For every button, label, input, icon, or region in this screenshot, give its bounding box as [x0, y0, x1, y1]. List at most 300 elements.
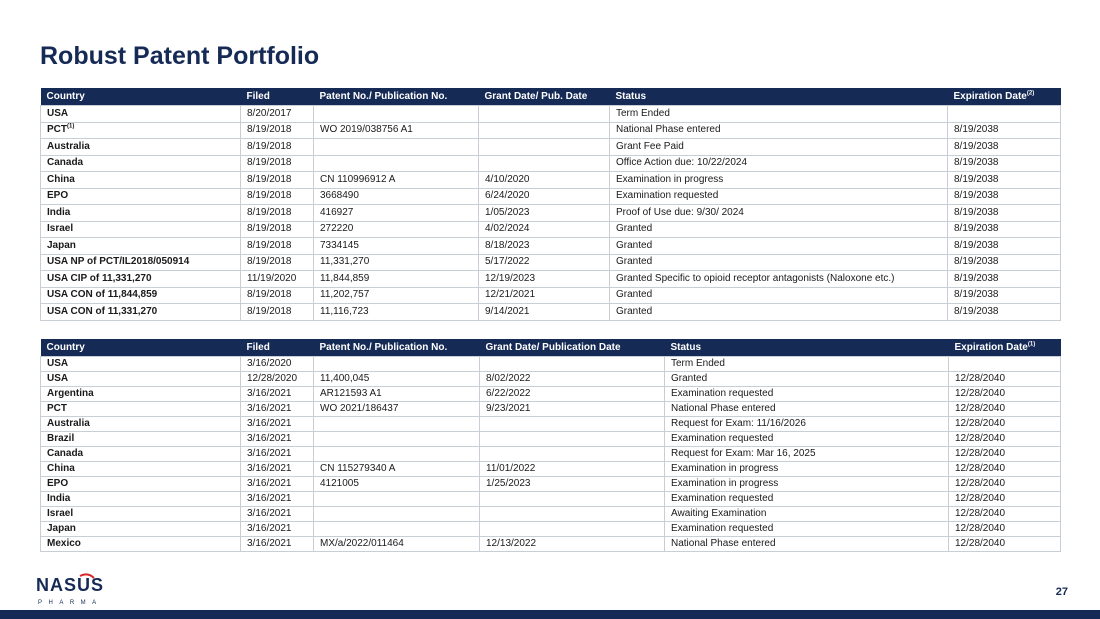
cell-patent-no	[314, 372, 480, 387]
cell-expiration-date	[949, 432, 1061, 447]
cell-country-text: Brazil	[47, 433, 75, 444]
footnote-marker: (2)	[1026, 90, 1035, 97]
cell-patent-no-text: 3668490	[320, 190, 359, 202]
cell-grant-date-text: 8/18/2023	[485, 239, 530, 251]
table-row	[41, 387, 1061, 402]
table-row	[41, 507, 1061, 522]
cell-country-text: Israel	[47, 508, 74, 519]
cell-expiration-date-text: 12/28/2040	[955, 388, 1006, 399]
cell-filed-text: 8/20/2017	[247, 107, 292, 119]
cell-status-text: Request for Exam: Mar 16, 2025	[671, 448, 816, 459]
cell-country	[41, 172, 241, 189]
cell-grant-date	[480, 432, 665, 447]
cell-expiration-date-text: 8/19/2038	[954, 305, 999, 317]
cell-grant-date-text: 6/22/2022	[486, 388, 531, 399]
table-row	[41, 188, 1061, 205]
cell-country-text: USA NP of PCT/IL2018/050914	[47, 256, 190, 268]
cell-grant-date	[480, 537, 665, 552]
cell-country-text: USA	[47, 358, 69, 369]
table-row	[41, 254, 1061, 271]
footnote-marker: (1)	[1027, 341, 1036, 348]
cell-filed	[241, 221, 314, 238]
cell-filed-text: 3/16/2021	[247, 478, 292, 489]
cell-country	[41, 139, 241, 156]
cell-filed	[241, 492, 314, 507]
cell-country	[41, 357, 241, 372]
cell-expiration-date-text: 8/19/2038	[954, 124, 999, 136]
cell-status-text: Examination in progress	[671, 463, 779, 474]
cell-grant-date	[479, 172, 610, 189]
cell-patent-no-text: CN 115279340 A	[320, 463, 396, 474]
cell-filed	[241, 139, 314, 156]
cell-patent-no-text: 11,202,757	[320, 289, 370, 301]
cell-grant-date-text: 5/17/2022	[485, 256, 530, 268]
table-row	[41, 106, 1061, 123]
cell-grant-date	[480, 372, 665, 387]
cell-status	[665, 357, 949, 372]
cell-grant-date-text: 12/13/2022	[486, 538, 537, 549]
cell-filed	[241, 122, 314, 139]
table-row	[41, 155, 1061, 172]
cell-country-text: Israel	[47, 223, 74, 235]
cell-status	[665, 402, 949, 417]
cell-filed	[241, 447, 314, 462]
table-row	[41, 122, 1061, 139]
table-row	[41, 462, 1061, 477]
cell-expiration-date	[948, 205, 1061, 222]
cell-grant-date	[480, 477, 665, 492]
table-row	[41, 417, 1061, 432]
table-row	[41, 372, 1061, 387]
cell-patent-no-text: MX/a/2022/011464	[320, 538, 404, 549]
cell-country	[41, 221, 241, 238]
cell-filed-text: 3/16/2021	[247, 523, 292, 534]
cell-status-text: Granted	[616, 305, 653, 317]
nasus-pharma-logo	[36, 572, 111, 606]
cell-status-text: National Phase entered	[671, 538, 776, 549]
footnote-marker: (1)	[67, 123, 75, 130]
cell-filed-text: 8/19/2018	[247, 140, 292, 152]
cell-status-text: Granted	[616, 289, 653, 301]
cell-status	[665, 477, 949, 492]
cell-expiration-date-text: 12/28/2040	[955, 448, 1006, 459]
cell-filed-text: 3/16/2021	[247, 538, 292, 549]
cell-patent-no	[314, 122, 479, 139]
cell-status	[610, 205, 948, 222]
cell-grant-date-text: 12/21/2021	[485, 289, 536, 301]
cell-grant-date	[480, 357, 665, 372]
cell-grant-date-text: 8/02/2022	[486, 373, 531, 384]
header-country: Country	[41, 88, 241, 106]
cell-country-text: Canada	[47, 157, 84, 169]
cell-expiration-date-text: 8/19/2038	[954, 206, 999, 218]
cell-expiration-date-text: 12/28/2040	[955, 463, 1006, 474]
cell-expiration-date	[948, 155, 1061, 172]
cell-grant-date	[479, 287, 610, 304]
cell-expiration-date-text: 12/28/2040	[955, 508, 1006, 519]
cell-filed	[241, 357, 314, 372]
cell-patent-no	[314, 357, 480, 372]
cell-expiration-date	[949, 447, 1061, 462]
cell-country-text: USA CON of 11,844,859	[47, 289, 158, 301]
cell-country	[41, 372, 241, 387]
cell-grant-date	[479, 188, 610, 205]
cell-status	[610, 139, 948, 156]
cell-filed-text: 12/28/2020	[247, 373, 298, 384]
cell-patent-no-text: 7334145	[320, 239, 359, 251]
cell-country	[41, 537, 241, 552]
cell-status-text: National Phase entered	[616, 124, 721, 136]
cell-status	[665, 417, 949, 432]
cell-grant-date	[479, 238, 610, 255]
cell-country	[41, 402, 241, 417]
cell-filed	[241, 417, 314, 432]
cell-expiration-date	[949, 417, 1061, 432]
logo-mark-text: NASUS	[36, 575, 105, 595]
cell-patent-no	[314, 271, 479, 288]
cell-country	[41, 188, 241, 205]
cell-expiration-date-text: 8/19/2038	[954, 140, 999, 152]
cell-status	[665, 462, 949, 477]
cell-status	[665, 537, 949, 552]
cell-expiration-date	[949, 462, 1061, 477]
table-row	[41, 477, 1061, 492]
cell-patent-no	[314, 522, 480, 537]
table-row	[41, 432, 1061, 447]
cell-filed	[241, 507, 314, 522]
cell-patent-no	[314, 432, 480, 447]
cell-country-text: India	[47, 206, 71, 218]
table-row	[41, 447, 1061, 462]
cell-filed	[241, 372, 314, 387]
cell-filed-text: 3/16/2021	[247, 403, 292, 414]
table-row	[41, 139, 1061, 156]
header-expiration-label: Expiration Date	[954, 342, 1028, 353]
cell-filed	[241, 537, 314, 552]
cell-patent-no	[314, 172, 479, 189]
table-row	[41, 172, 1061, 189]
cell-expiration-date-text: 12/28/2040	[955, 403, 1006, 414]
table-row	[41, 287, 1061, 304]
cell-patent-no	[314, 221, 479, 238]
cell-expiration-date-text: 12/28/2040	[955, 373, 1006, 384]
cell-status	[665, 492, 949, 507]
cell-grant-date	[479, 155, 610, 172]
cell-patent-no-text: WO 2021/186437	[320, 403, 399, 414]
cell-status	[665, 432, 949, 447]
cell-grant-date-text: 1/05/2023	[485, 206, 530, 218]
cell-patent-no	[314, 287, 479, 304]
cell-expiration-date-text: 12/28/2040	[955, 478, 1006, 489]
table-row	[41, 271, 1061, 288]
table-row	[41, 238, 1061, 255]
cell-grant-date	[479, 221, 610, 238]
cell-filed-text: 3/16/2021	[247, 508, 292, 519]
cell-expiration-date	[948, 188, 1061, 205]
cell-patent-no	[314, 387, 480, 402]
cell-expiration-date	[948, 139, 1061, 156]
cell-filed-text: 8/19/2018	[247, 206, 292, 218]
cell-grant-date-text: 4/10/2020	[485, 173, 530, 185]
cell-filed-text: 3/16/2021	[247, 463, 292, 474]
cell-expiration-date-text: 8/19/2038	[954, 190, 999, 202]
cell-status	[610, 254, 948, 271]
cell-expiration-date	[948, 122, 1061, 139]
patent-table-1	[40, 88, 1061, 321]
cell-expiration-date	[949, 522, 1061, 537]
cell-expiration-date	[949, 537, 1061, 552]
cell-patent-no	[314, 537, 480, 552]
header-patent-no: Patent No./ Publication No.	[314, 339, 480, 357]
cell-status-text: Proof of Use due: 9/30/ 2024	[616, 206, 744, 218]
table-row	[41, 402, 1061, 417]
cell-country	[41, 492, 241, 507]
cell-expiration-date	[948, 254, 1061, 271]
cell-country-text: China	[47, 463, 75, 474]
header-expiration-date	[949, 339, 1061, 357]
cell-country	[41, 122, 241, 139]
cell-status	[610, 122, 948, 139]
cell-country-text: PCT	[47, 403, 67, 414]
cell-grant-date	[480, 387, 665, 402]
cell-grant-date-text: 11/01/2022	[486, 463, 536, 474]
cell-expiration-date	[948, 271, 1061, 288]
cell-grant-date	[480, 507, 665, 522]
cell-status	[610, 172, 948, 189]
cell-patent-no	[314, 507, 480, 522]
cell-expiration-date-text: 12/28/2040	[955, 523, 1006, 534]
table-row	[41, 522, 1061, 537]
cell-status-text: Granted	[616, 239, 653, 251]
header-status: Status	[665, 339, 949, 357]
cell-country-text: PCT	[47, 124, 67, 136]
cell-status-text: Granted	[671, 373, 708, 384]
cell-patent-no-text: 11,400,045	[320, 373, 370, 384]
cell-filed-text: 8/19/2018	[247, 124, 292, 136]
cell-grant-date	[480, 402, 665, 417]
cell-status-text: Examination requested	[671, 388, 774, 399]
cell-country	[41, 155, 241, 172]
cell-patent-no-text: 416927	[320, 206, 354, 218]
cell-patent-no	[314, 462, 480, 477]
cell-expiration-date	[949, 372, 1061, 387]
cell-patent-no-text: CN 110996912 A	[320, 173, 396, 185]
cell-expiration-date-text: 12/28/2040	[955, 433, 1006, 444]
cell-country	[41, 522, 241, 537]
cell-patent-no	[314, 254, 479, 271]
cell-grant-date	[479, 304, 610, 321]
cell-expiration-date-text: 8/19/2038	[954, 173, 999, 185]
cell-expiration-date	[948, 221, 1061, 238]
cell-country-text: Mexico	[47, 538, 81, 549]
cell-filed-text: 3/16/2021	[247, 388, 292, 399]
cell-patent-no-text: 272220	[320, 223, 354, 235]
cell-status	[665, 372, 949, 387]
cell-grant-date	[480, 522, 665, 537]
cell-filed	[241, 387, 314, 402]
cell-status-text: Office Action due: 10/22/2024	[616, 157, 748, 169]
cell-filed-text: 3/16/2021	[247, 418, 292, 429]
cell-expiration-date	[948, 238, 1061, 255]
cell-grant-date	[479, 205, 610, 222]
cell-grant-date	[479, 139, 610, 156]
table-row	[41, 537, 1061, 552]
cell-country-text: USA CON of 11,331,270	[47, 305, 158, 317]
cell-country	[41, 507, 241, 522]
cell-country	[41, 304, 241, 321]
cell-expiration-date-text: 12/28/2040	[955, 418, 1006, 429]
cell-status	[665, 447, 949, 462]
cell-expiration-date	[948, 304, 1061, 321]
header-status: Status	[610, 88, 948, 106]
cell-status-text: Granted Specific to opioid receptor antagonists (Naloxone etc.)	[616, 272, 895, 284]
cell-filed-text: 8/19/2018	[247, 190, 292, 202]
cell-patent-no	[314, 139, 479, 156]
cell-patent-no	[314, 304, 479, 321]
patent-table-2	[40, 339, 1061, 552]
cell-status-text: Term Ended	[671, 358, 725, 369]
cell-grant-date	[480, 417, 665, 432]
cell-expiration-date-text: 8/19/2038	[954, 289, 999, 301]
cell-country	[41, 387, 241, 402]
cell-grant-date	[480, 462, 665, 477]
cell-status-text: Examination requested	[671, 523, 774, 534]
cell-country	[41, 432, 241, 447]
cell-country	[41, 271, 241, 288]
cell-patent-no-text: 11,844,859	[320, 272, 370, 284]
cell-filed-text: 11/19/2020	[247, 272, 297, 284]
cell-country-text: Japan	[47, 523, 76, 534]
cell-filed	[241, 522, 314, 537]
header-filed: Filed	[241, 88, 314, 106]
table-row	[41, 304, 1061, 321]
page-title: Robust Patent Portfolio	[40, 42, 320, 70]
cell-grant-date	[480, 492, 665, 507]
cell-status-text: Term Ended	[616, 107, 670, 119]
cell-expiration-date	[948, 172, 1061, 189]
cell-filed-text: 3/16/2021	[247, 433, 292, 444]
cell-patent-no	[314, 155, 479, 172]
cell-country-text: Japan	[47, 239, 76, 251]
cell-filed	[241, 271, 314, 288]
cell-country-text: EPO	[47, 478, 69, 489]
cell-status-text: Request for Exam: 11/16/2026	[671, 418, 806, 429]
header-expiration-label: Expiration Date	[953, 91, 1027, 102]
cell-filed-text: 8/19/2018	[247, 239, 292, 251]
cell-filed	[241, 155, 314, 172]
cell-filed-text: 3/16/2021	[247, 493, 292, 504]
cell-expiration-date	[949, 357, 1061, 372]
cell-patent-no	[314, 477, 480, 492]
cell-country	[41, 238, 241, 255]
cell-status-text: Granted	[616, 256, 653, 268]
cell-expiration-date	[949, 387, 1061, 402]
table-header-row	[41, 339, 1061, 357]
cell-filed-text: 8/19/2018	[247, 173, 292, 185]
cell-expiration-date-text: 8/19/2038	[954, 256, 999, 268]
cell-expiration-date-text: 8/19/2038	[954, 272, 999, 284]
cell-patent-no	[314, 447, 480, 462]
cell-filed-text: 8/19/2018	[247, 289, 292, 301]
cell-filed-text: 8/19/2018	[247, 256, 292, 268]
cell-grant-date-text: 4/02/2024	[485, 223, 530, 235]
cell-filed	[241, 254, 314, 271]
cell-expiration-date	[948, 287, 1061, 304]
cell-country	[41, 254, 241, 271]
cell-patent-no-text: 11,116,723	[320, 305, 369, 317]
cell-status	[665, 387, 949, 402]
cell-country-text: USA	[47, 107, 69, 119]
table-header-row	[41, 88, 1061, 106]
cell-patent-no	[314, 188, 479, 205]
cell-status-text: National Phase entered	[671, 403, 776, 414]
cell-filed	[241, 205, 314, 222]
cell-grant-date	[479, 254, 610, 271]
header-patent-no: Patent No./ Publication No.	[314, 88, 479, 106]
cell-grant-date-text: 9/14/2021	[485, 305, 530, 317]
header-filed: Filed	[241, 339, 314, 357]
cell-country	[41, 106, 241, 123]
cell-grant-date	[479, 122, 610, 139]
cell-status	[610, 106, 948, 123]
table-row	[41, 205, 1061, 222]
cell-expiration-date-text: 8/19/2038	[954, 239, 999, 251]
cell-country	[41, 447, 241, 462]
cell-status	[610, 155, 948, 172]
cell-status	[610, 271, 948, 288]
cell-grant-date	[479, 106, 610, 123]
cell-expiration-date-text: 12/28/2040	[955, 538, 1006, 549]
cell-filed	[241, 106, 314, 123]
cell-country	[41, 287, 241, 304]
cell-expiration-date	[949, 507, 1061, 522]
cell-country-text: USA CIP of 11,331,270	[47, 272, 152, 284]
cell-country-text: EPO	[47, 190, 69, 202]
cell-filed-text: 8/19/2018	[247, 157, 292, 169]
cell-status	[610, 188, 948, 205]
cell-filed-text: 3/16/2021	[247, 448, 292, 459]
cell-expiration-date-text: 12/28/2040	[955, 493, 1006, 504]
logo-sub-text: PHARMA	[38, 600, 103, 606]
cell-country-text: Canada	[47, 448, 84, 459]
cell-status-text: Grant Fee Paid	[616, 140, 684, 152]
table-row	[41, 221, 1061, 238]
cell-grant-date-text: 12/19/2023	[485, 272, 536, 284]
cell-country	[41, 417, 241, 432]
cell-status	[610, 304, 948, 321]
cell-status-text: Examination requested	[616, 190, 719, 202]
table-row	[41, 357, 1061, 372]
cell-status	[665, 522, 949, 537]
cell-country	[41, 205, 241, 222]
cell-filed	[241, 462, 314, 477]
cell-grant-date-text: 6/24/2020	[485, 190, 530, 202]
cell-grant-date	[479, 271, 610, 288]
cell-filed	[241, 188, 314, 205]
table-row	[41, 492, 1061, 507]
cell-patent-no-text: 11,331,270	[320, 256, 370, 268]
page-number: 27	[1055, 586, 1068, 598]
cell-status	[610, 221, 948, 238]
cell-patent-no	[314, 402, 480, 417]
cell-patent-no	[314, 492, 480, 507]
cell-status-text: Examination in progress	[616, 173, 724, 185]
cell-grant-date-text: 9/23/2021	[486, 403, 531, 414]
cell-patent-no-text: WO 2019/038756 A1	[320, 124, 413, 136]
cell-filed	[241, 402, 314, 417]
cell-expiration-date	[949, 492, 1061, 507]
cell-filed-text: 3/16/2020	[247, 358, 292, 369]
